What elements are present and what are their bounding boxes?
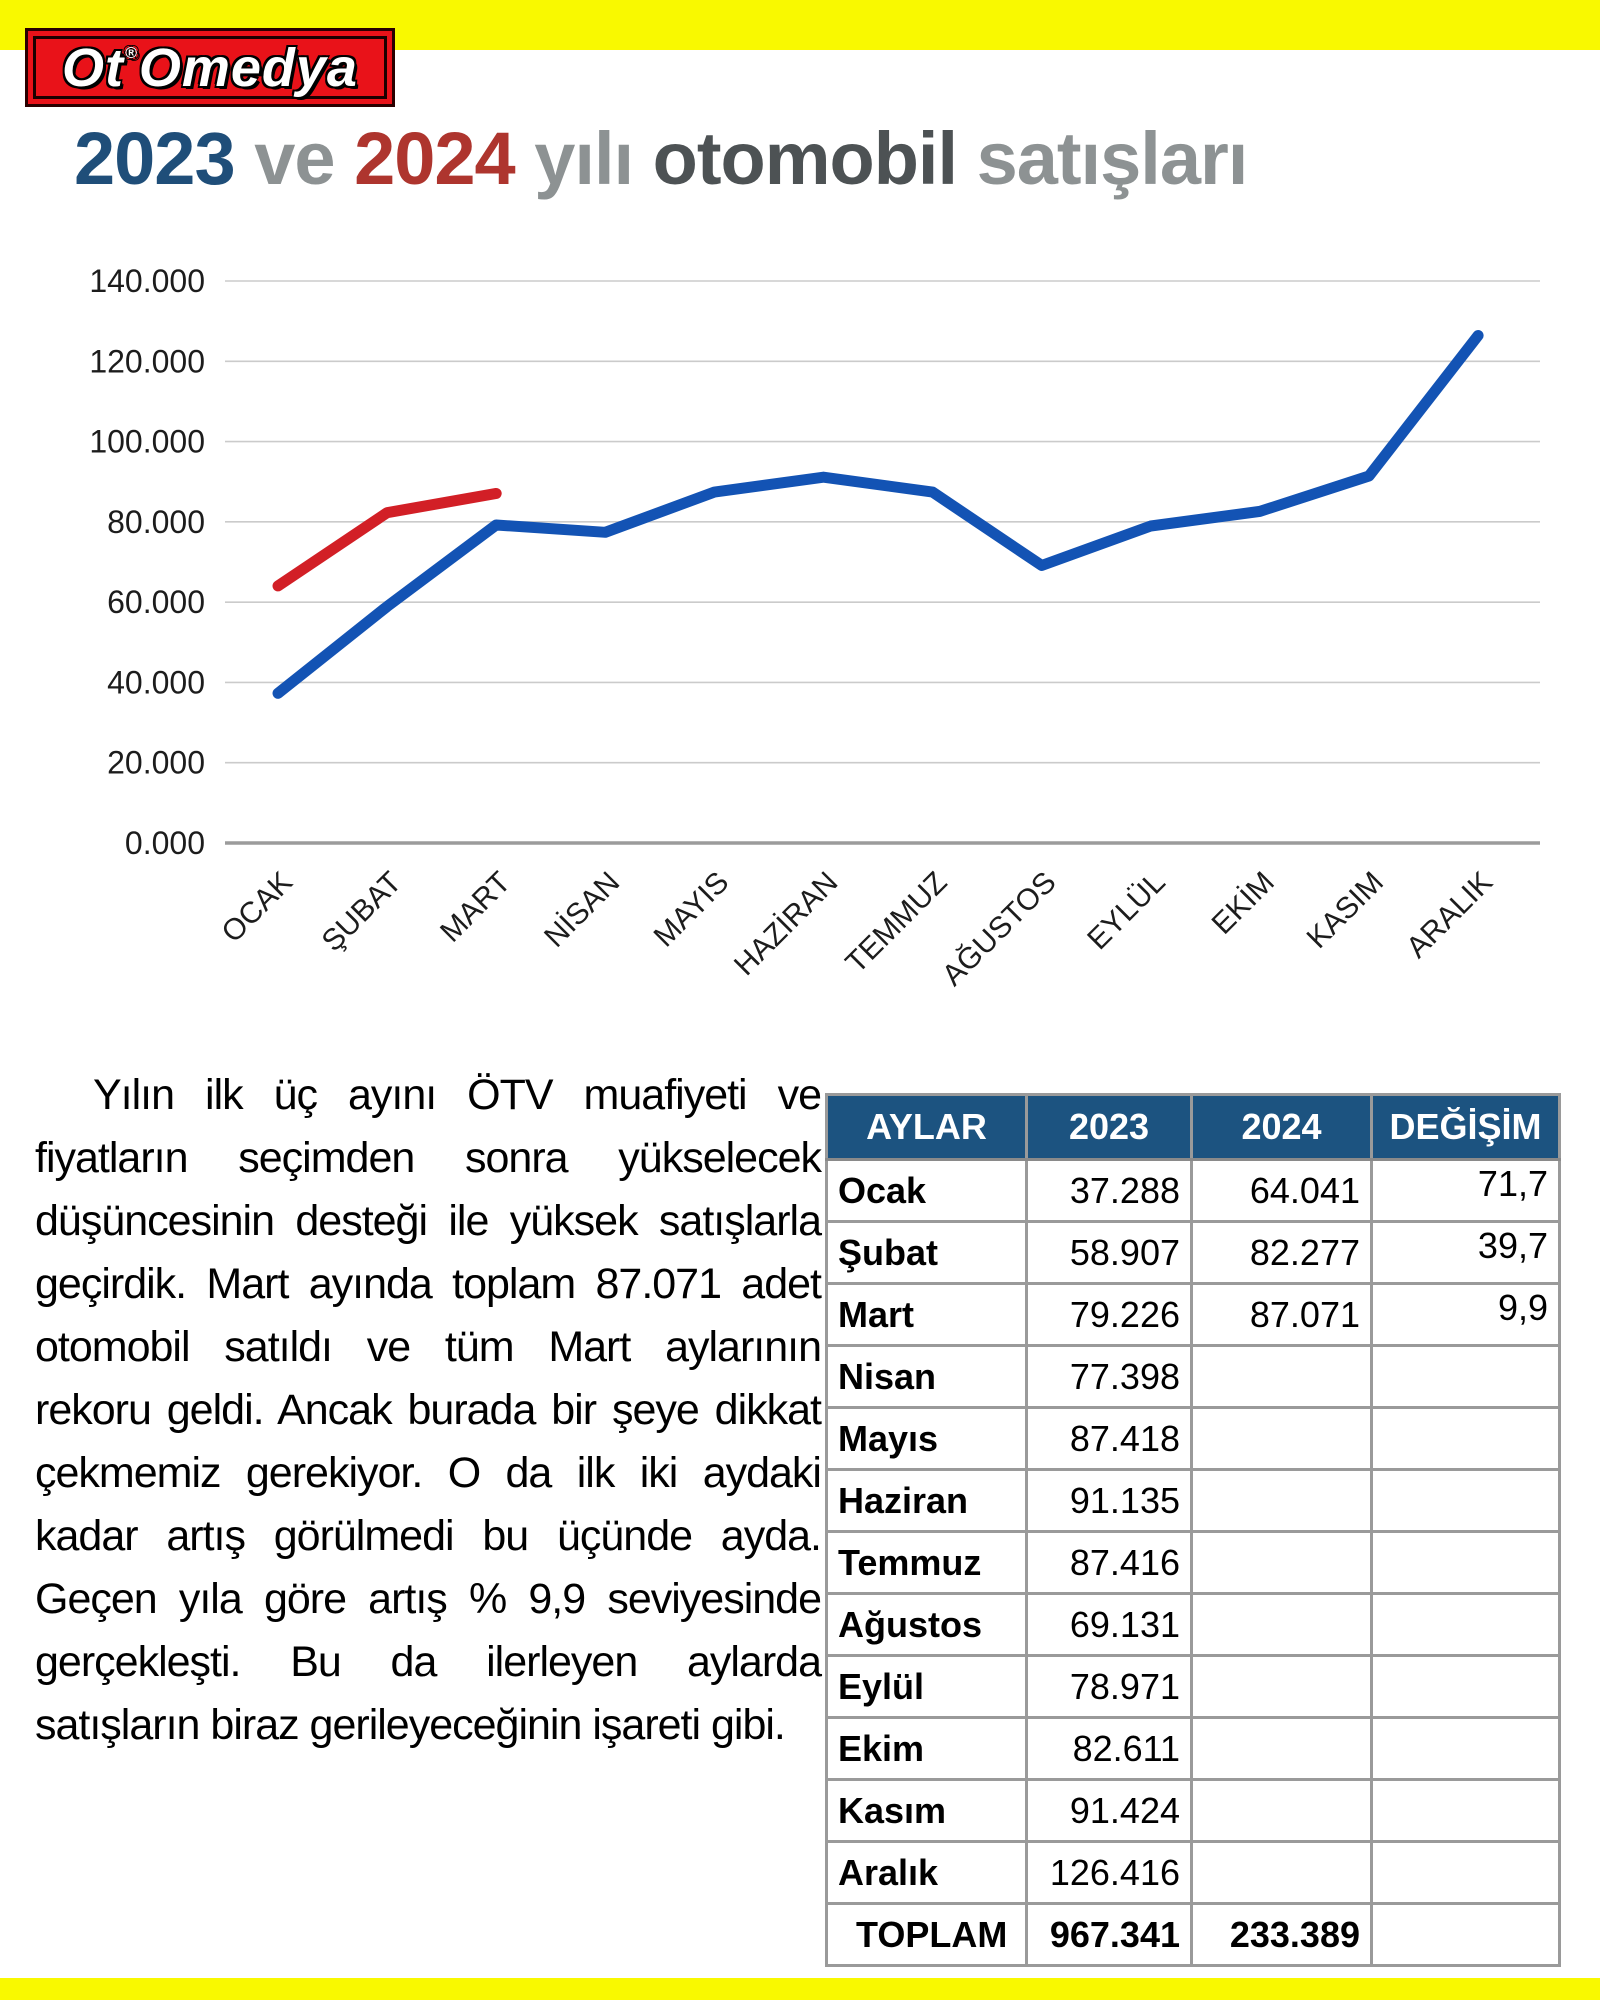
- table-header-row: [827, 1095, 1560, 1160]
- y-axis-tick-label: 0.000: [124, 825, 205, 861]
- cell-2023-value: 78.971: [1027, 1656, 1192, 1718]
- cell-month: Haziran: [827, 1470, 1027, 1532]
- y-axis-tick-label: 60.000: [107, 584, 205, 621]
- series-line-2023: [278, 336, 1478, 694]
- cell-2024-value: [1192, 1470, 1372, 1532]
- cell-month: Mayıs: [827, 1408, 1027, 1470]
- cell-month: Ocak: [827, 1160, 1027, 1222]
- x-axis-month-label: ŞUBAT: [315, 865, 409, 959]
- table-row: [827, 1346, 1560, 1408]
- table-row: [827, 1470, 1560, 1532]
- x-axis-month-label: OCAK: [215, 865, 299, 950]
- header-degisim: DEĞİŞİM: [1372, 1095, 1560, 1160]
- x-axis-month-label: KASIM: [1300, 865, 1390, 955]
- cell-2023-value: 77.398: [1027, 1346, 1192, 1408]
- x-axis-month-label: MART: [434, 865, 518, 949]
- cell-2023-value: 91.135: [1027, 1470, 1192, 1532]
- article-paragraph: Yılın ilk üç ayını ÖTV muafiyeti ve fiyatların seçimden sonra yükselecek düşüncesinin desteği ile yüksek satışlarla geçirdik. Mart ayında toplam 87.071 adet otomobil satıldı ve tüm Mart aylarının rekoru geldi. Ancak burada bir şeye dikkat çekmemiz gerekiyor. O da ilk iki aydaki kadar artış görülmedi bu üçünde ayda. Geçen yıla göre artış % 9,9 seviyesinde gerçekleşti. Bu da ilerleyen aylarda satışların biraz gerileyeceğinin işareti gibi.: [35, 1071, 821, 1749]
- cell-change-value: [1372, 1656, 1560, 1718]
- logo-text-post: Omedya: [138, 37, 358, 98]
- registered-mark-icon: ®: [125, 44, 138, 62]
- table-row: [827, 1780, 1560, 1842]
- cell-2023-value: 87.416: [1027, 1532, 1192, 1594]
- cell-2023-value: 126.416: [1027, 1842, 1192, 1904]
- cell-2023-value: 967.341: [1027, 1904, 1192, 1966]
- cell-2024-value: [1192, 1408, 1372, 1470]
- y-axis-tick-label: 20.000: [107, 744, 205, 781]
- cell-2024-value: 82.277: [1192, 1222, 1372, 1284]
- cell-month: Temmuz: [827, 1532, 1027, 1594]
- y-axis-tick-label: 80.000: [107, 503, 205, 540]
- cell-month: Ağustos: [827, 1594, 1027, 1656]
- cell-2023-value: 82.611: [1027, 1718, 1192, 1780]
- cell-change-value: [1372, 1470, 1560, 1532]
- cell-2023-value: 87.418: [1027, 1408, 1192, 1470]
- table-row: [827, 1594, 1560, 1656]
- y-axis-tick-label: 140.000: [89, 263, 205, 299]
- table-row: [827, 1842, 1560, 1904]
- table-row: [827, 1408, 1560, 1470]
- logo-text-pre: Ot: [62, 37, 125, 98]
- cell-2023-value: 58.907: [1027, 1222, 1192, 1284]
- table-total-row: [827, 1904, 1560, 1966]
- cell-2024-value: [1192, 1346, 1372, 1408]
- x-axis-month-label: EYLÜL: [1081, 865, 1172, 957]
- x-axis-month-label: NİSAN: [538, 865, 627, 954]
- cell-change-value: 39,7: [1372, 1222, 1560, 1284]
- cell-2023-value: 91.424: [1027, 1780, 1192, 1842]
- cell-2024-value: [1192, 1594, 1372, 1656]
- cell-change-value: [1372, 1780, 1560, 1842]
- cell-2023-value: 37.288: [1027, 1160, 1192, 1222]
- y-axis-tick-label: 100.000: [89, 423, 205, 460]
- cell-month: TOPLAM: [827, 1904, 1027, 1966]
- x-axis-month-label: MAYIS: [647, 865, 736, 954]
- header-aylar: AYLAR: [827, 1095, 1027, 1160]
- cell-change-value: [1372, 1532, 1560, 1594]
- x-axis-month-label: ARALIK: [1400, 865, 1500, 965]
- cell-2024-value: [1192, 1532, 1372, 1594]
- cell-2023-value: 79.226: [1027, 1284, 1192, 1346]
- cell-2023-value: 69.131: [1027, 1594, 1192, 1656]
- cell-change-value: [1372, 1594, 1560, 1656]
- header-2023: 2023: [1027, 1095, 1192, 1160]
- x-axis-month-label: TEMMUZ: [839, 865, 954, 980]
- table-row: [827, 1160, 1560, 1222]
- table-row: [827, 1656, 1560, 1718]
- cell-month: Ekim: [827, 1718, 1027, 1780]
- title-word-otomobil: otomobil: [652, 117, 958, 200]
- cell-month: Aralık: [827, 1842, 1027, 1904]
- cell-2024-value: [1192, 1780, 1372, 1842]
- title-word-satislari: satışları: [976, 117, 1248, 200]
- table-row: [827, 1222, 1560, 1284]
- cell-change-value: 9,9: [1372, 1284, 1560, 1346]
- cell-2024-value: 64.041: [1192, 1160, 1372, 1222]
- cell-2024-value: [1192, 1656, 1372, 1718]
- x-axis-month-label: AĞUSTOS: [935, 865, 1063, 993]
- x-axis-month-label: EKİM: [1205, 865, 1281, 941]
- cell-change-value: [1372, 1904, 1560, 1966]
- series-line-2024: [278, 493, 496, 585]
- table-row: [827, 1718, 1560, 1780]
- cell-change-value: [1372, 1842, 1560, 1904]
- table-row: [827, 1284, 1560, 1346]
- title-year-2024: 2024: [354, 117, 515, 200]
- cell-month: Eylül: [827, 1656, 1027, 1718]
- cell-month: Şubat: [827, 1222, 1027, 1284]
- title-word-yili: yılı: [534, 117, 634, 200]
- bottom-accent-bar: [0, 1978, 1600, 2000]
- title-year-2023: 2023: [74, 117, 235, 200]
- cell-2024-value: [1192, 1718, 1372, 1780]
- cell-2024-value: 233.389: [1192, 1904, 1372, 1966]
- y-axis-tick-label: 120.000: [89, 343, 205, 380]
- sales-table: [825, 1093, 1561, 1967]
- cell-change-value: [1372, 1718, 1560, 1780]
- title-word-ve: ve: [254, 117, 335, 200]
- cell-2024-value: [1192, 1842, 1372, 1904]
- cell-month: Nisan: [827, 1346, 1027, 1408]
- cell-month: Mart: [827, 1284, 1027, 1346]
- cell-change-value: [1372, 1346, 1560, 1408]
- x-axis-month-label: HAZİRAN: [727, 865, 845, 983]
- y-axis-tick-label: 40.000: [107, 664, 205, 701]
- header-2024: 2024: [1192, 1095, 1372, 1160]
- table-row: [827, 1532, 1560, 1594]
- cell-change-value: [1372, 1408, 1560, 1470]
- cell-month: Kasım: [827, 1780, 1027, 1842]
- cell-change-value: 71,7: [1372, 1160, 1560, 1222]
- cell-2024-value: 87.071: [1192, 1284, 1372, 1346]
